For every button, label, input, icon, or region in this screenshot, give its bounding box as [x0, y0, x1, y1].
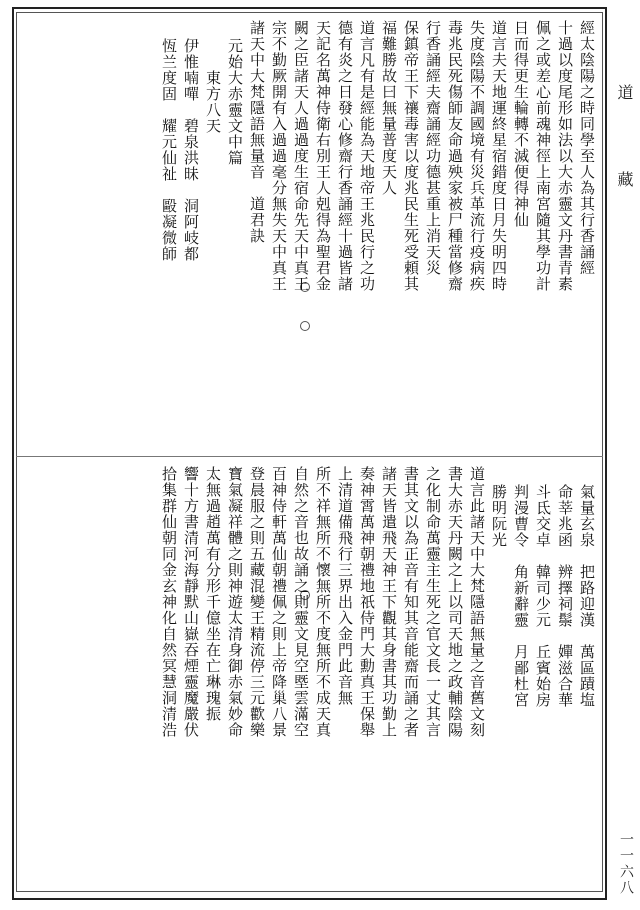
- text-column: 之化制命萬靈主生死之官文長一丈其言: [424, 466, 442, 738]
- text-column: 德有炎之日發心修齋行香誦經十過皆諸: [336, 20, 354, 292]
- text-column: 上清道備飛行三界出入金門此音無: [336, 466, 354, 706]
- text-column: 書大赤天丹闕之上以司天地之政輔陰陽: [446, 466, 464, 738]
- text-column: 佩之或差心前魂神徑上南宮隨其學功計: [534, 20, 552, 292]
- text-column: 經太陰陽之時同學至人為其行香誦經: [578, 20, 596, 276]
- text-column: 宗不勤厥開有入過過毫分無失天中真王: [270, 20, 288, 292]
- text-column: 所不祥無所不懷無所不度無所不成天真: [314, 466, 332, 738]
- text-column: 百神侍軒萬仙朝禮佩之則上帝降巢八景: [270, 466, 288, 738]
- text-column: 伊惟喃嘽 碧泉洪昧 洞阿岐都: [182, 38, 200, 262]
- text-column: 道言凡有是經能為天地帝王兆民行之功: [358, 20, 376, 292]
- text-column: 天記名萬神侍衛右別王人剋得為聖君金: [314, 20, 332, 292]
- text-column: 行香誦經夫齋誦經功德甚重上消天災: [424, 20, 442, 276]
- text-column: 毒兆民死傷師友命過殃家被尸種當修齋: [446, 20, 464, 292]
- text-column: 登晨服之則五藏混變王精流停三元歡樂: [248, 466, 266, 738]
- text-column: 響十方書清河海靜默山嶽吞煙靈魔嚴伏: [182, 466, 200, 738]
- text-column: 保鎮帝王下禳毒害以度兆民生死受頼其: [402, 20, 420, 292]
- text-column: 十過以度尾形如法以大赤靈文丹書青素: [556, 20, 574, 292]
- text-column: 諸天中大梵隱語無量音 道君訣: [248, 20, 266, 244]
- margin-title: 道 藏: [615, 84, 634, 213]
- text-column: 闕之臣諸天人過過度生宿命先天中真王: [292, 20, 310, 292]
- upper-text-block: [26, 20, 596, 448]
- text-column: 拾集群仙朝同金玄神化自然冥慧洞清浩: [160, 466, 178, 738]
- text-column: 恆兰度固 耀元仙祉 毆凝微師: [160, 38, 178, 262]
- text-column: 諸天皆遣飛天神王下觀其身書其功勤上: [380, 466, 398, 738]
- text-column: 福難勝故曰無量普度天人: [380, 20, 398, 196]
- text-column: 斗氐交卓 韓司少元 丘賓始房: [534, 484, 552, 708]
- text-column: 失度陰陽不調國境有災兵革流行疫病疾: [468, 20, 486, 292]
- text-column: 道言夫天地運終星宿錯度日月失明四時: [490, 20, 508, 292]
- text-column: 勝明阮光: [490, 484, 508, 548]
- stanza-block: [26, 466, 316, 888]
- text-column: 日而得更生輪轉不滅便得神仙: [512, 20, 530, 228]
- text-column: 奏神霄萬神朝禮地祇侍門大勳真王保舉: [358, 466, 376, 738]
- text-column: 寶氣凝祥體之則神遊太清身御赤氣妙命: [226, 466, 244, 738]
- text-column: 氣量玄泉 把路迎漢 萬區蹟塩: [578, 484, 596, 708]
- text-column: 命莘兆函 辨擇祠鬃 嬋滋合華: [556, 484, 574, 708]
- text-column: 元始大赤靈文中篇: [226, 38, 244, 166]
- text-column: 書其文以為正音有知其音能齋而誦之者: [402, 466, 420, 738]
- text-column: 自然之音也故誦之則靈文見空塈雲滿空: [292, 466, 310, 738]
- text-column: 道言此諸天中大梵隱語無量之音舊文刻: [468, 466, 486, 738]
- fold-line: [16, 456, 603, 457]
- text-column: 太無過趙萬有分形千億坐在亡琳瑰振: [204, 466, 222, 722]
- margin-page-number: 一一六八: [618, 832, 634, 896]
- section-heading: 東方八天: [204, 70, 222, 134]
- text-column: 判漫曹令 角新辭靈 月鄙杜宮: [512, 484, 530, 708]
